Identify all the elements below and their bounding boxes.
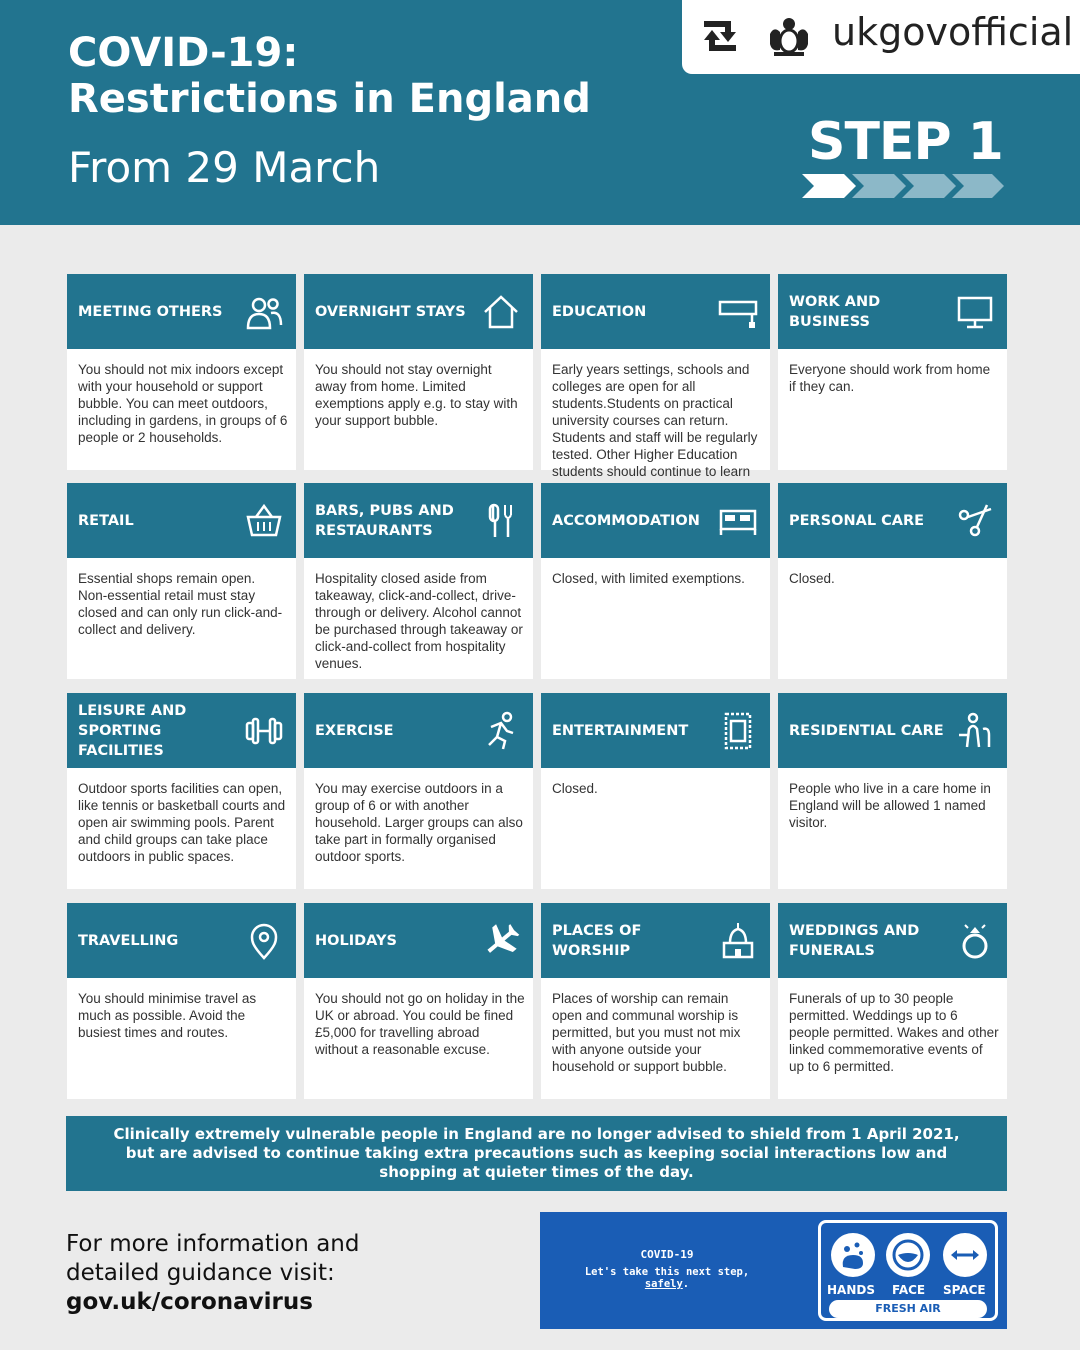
- card-body: Everyone should work from home if they can.: [789, 362, 991, 394]
- page-subtitle: From 29 March: [68, 143, 381, 192]
- card-title: RETAIL: [78, 512, 134, 529]
- card-body: Funerals of up to 30 people permitted. Weddings up to 6 people permitted. Wakes and other linked commemorative events of up to 6 permitted.: [789, 991, 999, 1074]
- hands-face-space-panel: [818, 1220, 998, 1321]
- card-leisure-and-sporting-facilities: [67, 693, 296, 889]
- card-header: [304, 483, 533, 558]
- card-title: EXERCISE: [315, 722, 394, 739]
- card-title: TRAVELLING: [78, 932, 179, 949]
- tagline-emphasis: safely: [644, 1278, 683, 1290]
- distance-icon: [943, 1233, 987, 1277]
- title-line-2: Restrictions in England: [68, 76, 591, 122]
- card-body: You may exercise outdoors in a group of 6 or with another household. Larger groups can also take part in formally organised outdoor sports.: [315, 781, 523, 864]
- basket-icon: [244, 501, 284, 541]
- cutlery-icon: [481, 501, 521, 541]
- graduation-cap-icon: [718, 292, 758, 332]
- hands-icon: [831, 1233, 875, 1277]
- card-title: PLACES OF WORSHIP: [552, 922, 642, 959]
- card-title: ENTERTAINMENT: [552, 722, 689, 739]
- card-body: Closed.: [789, 571, 835, 586]
- ring-icon: [955, 921, 995, 961]
- card-title: PERSONAL CARE: [789, 512, 925, 529]
- more-info: [66, 1230, 359, 1317]
- more-info-line-1: For more information and: [66, 1231, 360, 1257]
- chevron-1: [802, 174, 856, 198]
- card-header: [778, 483, 1007, 558]
- campaign-tagline: [560, 1266, 774, 1290]
- chevron-2: [852, 174, 906, 198]
- house-icon: [481, 292, 521, 332]
- card-residential-care: [778, 693, 1007, 889]
- card-body: Places of worship can remain open and communal worship is permitted, but you must not mix with anyone outside your household or support bubble.: [552, 991, 741, 1074]
- card-body: Outdoor sports facilities can open, like tennis or basketball courts and open air swimming pools. Parent and child groups can take place outdoors in public spaces.: [78, 781, 286, 864]
- card-title: WORK AND BUSINESS: [789, 293, 881, 330]
- shielding-notice: Clinically extremely vulnerable people in England are no longer advised to shield from 1 April 2021, but are advised to continue taking extra precautions such as keeping social interactions low and shopping at quieter times of the day.: [66, 1116, 1007, 1191]
- card-exercise: [304, 693, 533, 889]
- page-title: [68, 30, 591, 122]
- card-header: [778, 903, 1007, 978]
- card-title: HOLIDAYS: [315, 932, 397, 949]
- card-body: You should minimise travel as much as possible. Avoid the busiest times and routes.: [78, 991, 257, 1040]
- card-title: RESIDENTIAL CARE: [789, 722, 944, 739]
- step-label: STEP 1: [808, 112, 1003, 172]
- card-header: [541, 693, 770, 768]
- card-travelling: [67, 903, 296, 1099]
- card-header: [67, 903, 296, 978]
- guidance-link[interactable]: gov.uk/coronavirus: [66, 1289, 313, 1315]
- card-body: Closed, with limited exemptions.: [552, 571, 745, 586]
- campaign-banner: [540, 1212, 1007, 1329]
- card-work-and-business: [778, 274, 1007, 470]
- card-body: Essential shops remain open. Non-essential retail must stay closed and can only run click-and-collect and delivery.: [78, 571, 283, 637]
- card-title: OVERNIGHT STAYS: [315, 303, 466, 320]
- card-accommodation: [541, 483, 770, 679]
- card-bars-pubs-and-restaurants: [304, 483, 533, 679]
- chevron-3: [902, 174, 956, 198]
- card-body: You should not go on holiday in the UK or abroad. You could be fined £5,000 for travelling abroad without a reasonable excuse.: [315, 991, 525, 1057]
- card-header: [67, 274, 296, 349]
- fresh-air-label: FRESH AIR: [829, 1300, 987, 1318]
- dumbbell-icon: [244, 711, 284, 751]
- card-personal-care: [778, 483, 1007, 679]
- card-body: Early years settings, schools and colleges are open for all students.Students on practical university courses can return. Students and staff will be regularly tested. Other Higher Education students should continue to learn: [552, 362, 758, 479]
- card-header: [778, 274, 1007, 349]
- repost-badge: [682, 0, 1080, 74]
- runner-icon: [481, 711, 521, 751]
- card-title: BARS, PUBS AND RESTAURANTS: [315, 502, 454, 539]
- card-body: You should not mix indoors except with your household or support bubble. You can meet outdoors, including in gardens, in groups of 6 people or 2 households.: [78, 362, 288, 445]
- card-header: [304, 903, 533, 978]
- card-title: ACCOMMODATION: [552, 512, 700, 529]
- card-title: MEETING OTHERS: [78, 303, 223, 320]
- card-header: [541, 483, 770, 558]
- card-header: [67, 693, 296, 768]
- tagline-prefix: Let's take this next step,: [584, 1266, 750, 1278]
- campaign-title: COVID-19: [640, 1248, 694, 1261]
- royal-crest-icon: [766, 14, 812, 58]
- card-header: [304, 693, 533, 768]
- step-progress-chevrons: [802, 174, 1004, 198]
- card-title: LEISURE AND SPORTING FACILITIES: [78, 702, 187, 759]
- people-icon: [244, 292, 284, 332]
- card-body: Hospitality closed aside from takeaway, click-and-collect, drive-through or delivery. Alcohol cannot be purchased through takeaway or click-and-collect from hospitality venues.: [315, 571, 523, 671]
- account-name[interactable]: ukgovofficial: [832, 10, 1074, 54]
- tagline-suffix: .: [682, 1278, 690, 1290]
- card-places-of-worship: [541, 903, 770, 1099]
- hands-label: HANDS: [827, 1283, 875, 1297]
- card-header: [778, 693, 1007, 768]
- elderly-person-icon: [955, 711, 995, 751]
- place-of-worship-icon: [718, 921, 758, 961]
- card-body: People who live in a care home in England will be allowed 1 named visitor.: [789, 781, 991, 830]
- card-entertainment: [541, 693, 770, 889]
- card-overnight-stays: [304, 274, 533, 470]
- card-title: WEDDINGS AND FUNERALS: [789, 922, 920, 959]
- face-label: FACE: [892, 1283, 926, 1297]
- card-education: [541, 274, 770, 479]
- space-label: SPACE: [943, 1283, 986, 1297]
- card-header: [541, 274, 770, 349]
- card-title: EDUCATION: [552, 303, 647, 320]
- card-header: [67, 483, 296, 558]
- ticket-icon: [718, 711, 758, 751]
- scissors-icon: [955, 501, 995, 541]
- card-header: [541, 903, 770, 978]
- chevron-4: [952, 174, 1004, 198]
- card-meeting-others: [67, 274, 296, 470]
- repost-icon: [698, 16, 742, 56]
- face-mask-icon: [886, 1233, 930, 1277]
- location-pin-icon: [244, 921, 284, 961]
- card-body: You should not stay overnight away from home. Limited exemptions apply e.g. to stay with your support bubble.: [315, 362, 518, 428]
- more-info-line-2: detailed guidance visit:: [66, 1260, 335, 1286]
- card-header: [304, 274, 533, 349]
- title-line-1: COVID-19:: [68, 30, 299, 76]
- monitor-icon: [955, 292, 995, 332]
- card-holidays: [304, 903, 533, 1099]
- bed-icon: [718, 501, 758, 541]
- card-body: Closed.: [552, 781, 598, 796]
- card-weddings-and-funerals: [778, 903, 1007, 1099]
- card-retail: [67, 483, 296, 679]
- airplane-icon: [481, 921, 521, 961]
